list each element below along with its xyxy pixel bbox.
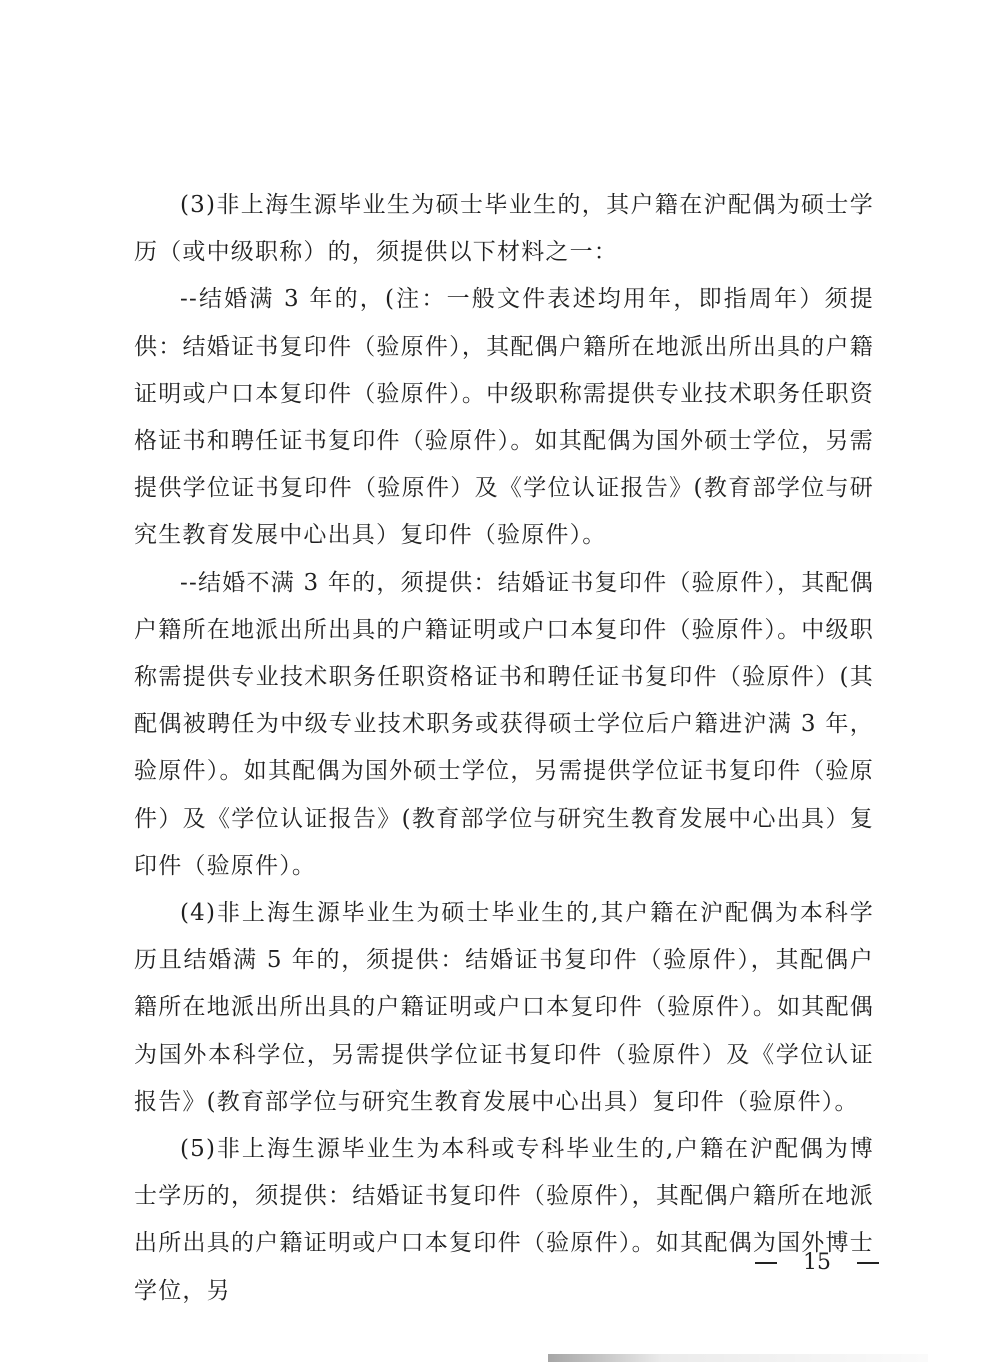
paragraph-item-3: (3)非上海生源毕业生为硕士毕业生的，其户籍在沪配偶为硕士学历（或中级职称）的，须提供以下材料之一： bbox=[134, 192, 874, 266]
paragraph-married-3-years: --结婚满 3 年的，(注：一般文件表述均用年，即指周年）须提供：结婚证书复印件（验原件），其配偶户籍所在地派出所出具的户籍证明或户口本复印件（验原件）。中级职称需提供专业技术职务任职资格证书和聘任证书复印件（验原件）。如其配偶为国外硕士学位，另需提供学位证书复印件（验原件）及《学位认证报告》(教育部学位与研究生教育发展中心出具）复印件（验原件）。 bbox=[134, 286, 874, 549]
scan-edge-smudge bbox=[548, 1354, 928, 1362]
page-number-left-dash bbox=[755, 1262, 777, 1264]
paragraph-married-under-3-years: --结婚不满 3 年的，须提供：结婚证书复印件（验原件），其配偶户籍所在地派出所出具的户籍证明或户口本复印件（验原件）。中级职称需提供专业技术职务任职资格证书和聘任证书复印件（验原件）(其配偶被聘任为中级专业技术职务或获得硕士学位后户籍进沪满 3 年，验原件）。如其配偶为国外硕士学位，另需提供学位证书复印件（验原件）及《学位认证报告》(教育部学位与研究生教育发展中心出具）复印件（验原件）。 bbox=[134, 569, 874, 879]
page-number-right-dash bbox=[857, 1262, 879, 1264]
paragraph-item-5: (5)非上海生源毕业生为本科或专科毕业生的,户籍在沪配偶为博士学历的，须提供：结婚证书复印件（验原件），其配偶户籍所在地派出所出具的户籍证明或户口本复印件（验原件）。如其配偶为国外博士学位，另 bbox=[134, 1136, 874, 1304]
page-number-value: 15 bbox=[803, 1250, 831, 1275]
document-body bbox=[134, 182, 874, 1315]
page-number bbox=[755, 1246, 879, 1280]
paragraph-item-4: (4)非上海生源毕业生为硕士毕业生的,其户籍在沪配偶为本科学历且结婚满 5 年的，须提供：结婚证书复印件（验原件），其配偶户籍所在地派出所出具的户籍证明或户口本复印件（验原件）。如其配偶为国外本科学位，另需提供学位证书复印件（验原件）及《学位认证报告》(教育部学位与研究生教育发展中心出具）复印件（验原件）。 bbox=[134, 900, 874, 1115]
